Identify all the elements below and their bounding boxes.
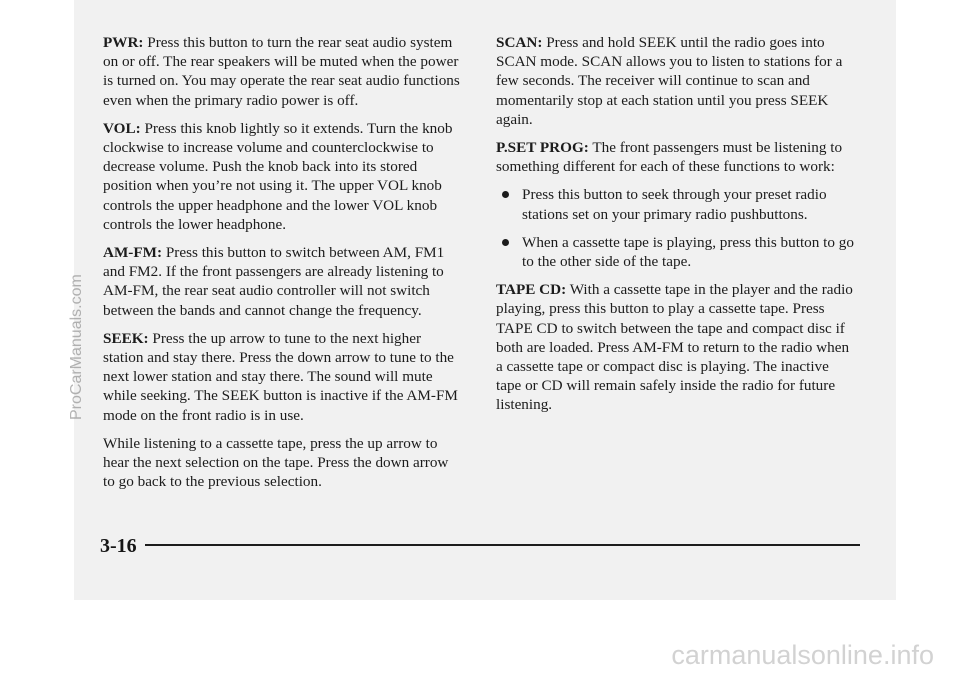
list-item-text: When a cassette tape is playing, press this button to go to the other side of the tape.	[522, 233, 854, 271]
pwr-term: PWR:	[103, 34, 144, 51]
pwr-paragraph	[103, 33, 463, 110]
list-item	[496, 233, 856, 271]
tape-cd-text: With a cassette tape in the player and the radio playing, press this button to play a cassette tape. Press TAPE CD to switch between the tape and compact disc if both are loaded. Press AM-FM to return to the radio when a cassette tape or compact disc is playing. The inactive tape or CD will remain safely inside the radio for future listening.	[496, 281, 853, 414]
pset-prog-term: P.SET PROG:	[496, 139, 589, 157]
pset-prog-text: The front passengers must be listening to something different for each of these functions to work:	[496, 139, 843, 176]
seek-term: SEEK:	[103, 329, 149, 347]
list-item-text: Press this button to seek through your preset radio stations set on your primary radio pushbuttons.	[522, 186, 827, 223]
page-number: 3-16	[100, 535, 137, 557]
tape-note-paragraph: While listening to a cassette tape, press the up arrow to hear the next selection on the tape. Press the down arrow to go back to the previous selection.	[103, 434, 449, 491]
side-watermark: ProCarManuals.com	[68, 274, 85, 420]
pset-prog-paragraph	[496, 138, 856, 176]
left-column	[103, 33, 463, 500]
scan-paragraph	[496, 33, 856, 129]
seek-text: Press the up arrow to tune to the next higher station and stay there. Press the down arrow to tune to the next lower station and stay there. The sound will mute while seeking. The SEEK button is inactive if the AM-FM mode on the front radio is in use.	[103, 329, 458, 424]
am-fm-paragraph	[103, 243, 463, 320]
vol-paragraph	[103, 119, 463, 234]
page-rule-divider	[145, 544, 860, 546]
seek-paragraph	[103, 329, 463, 425]
vol-text: Press this knob lightly so it extends. Turn the knob clockwise to increase volume and counterclockwise to decrease volume. Push the knob back into its stored position when you’re not using it. The upper VOL knob controls the upper headphone and the lower VOL knob controls the lower headphone.	[103, 119, 453, 233]
am-fm-text: Press this button to switch between AM, FM1 and FM2. If the front passengers are already listening to AM-FM, the rear seat audio controller will not switch between the bands and cannot change the frequency.	[103, 244, 445, 319]
tape-cd-paragraph	[496, 280, 856, 414]
pwr-text: Press this button to turn the rear seat audio system on or off. The rear speakers will be muted when the power is turned on. You may operate the rear seat audio functions even when the primary radio power is off.	[103, 34, 460, 109]
footer-watermark: carmanualsonline.info	[671, 640, 934, 670]
bullet-icon	[502, 191, 509, 198]
am-fm-term: AM-FM:	[103, 244, 163, 262]
right-column	[496, 33, 856, 424]
tape-cd-term: TAPE CD:	[496, 281, 567, 299]
vol-term: VOL:	[103, 119, 141, 137]
pset-prog-list	[496, 185, 856, 271]
scan-term: SCAN:	[496, 34, 543, 51]
list-item	[496, 185, 856, 223]
bullet-icon	[502, 239, 509, 246]
scan-text: Press and hold SEEK until the radio goes into SCAN mode. SCAN allows you to listen to stations for a few seconds. The receiver will continue to scan and momentarily stop at each station until you press SEEK again.	[496, 34, 843, 128]
